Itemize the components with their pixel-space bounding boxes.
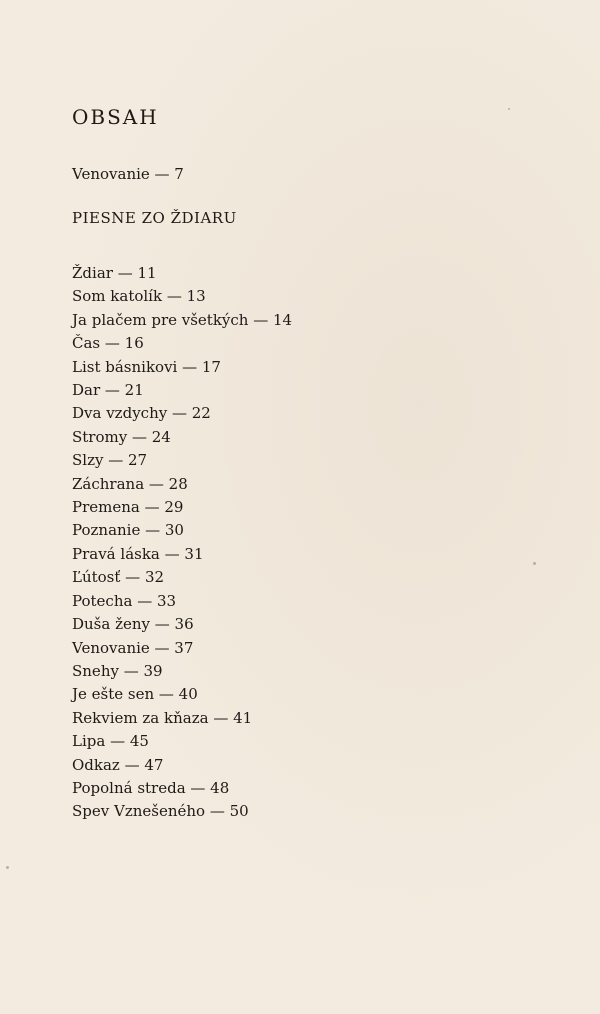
toc-entry: Premena — 29	[72, 498, 184, 517]
toc-entry: Ja plačem pre všetkých — 14	[72, 310, 293, 329]
toc-entry: Dva vzdychy — 22	[72, 404, 211, 423]
toc-entry: Venovanie — 37	[72, 638, 194, 657]
toc-entry: Snehy — 39	[72, 661, 163, 680]
paper-speck	[6, 866, 9, 869]
toc-entry: Čas — 16	[72, 334, 144, 353]
toc-entry: Popolná streda — 48	[72, 778, 230, 797]
toc-entry: Záchrana — 28	[72, 474, 188, 493]
paper-speck	[533, 562, 536, 565]
toc-entry: Stromy — 24	[72, 427, 171, 446]
table-of-contents	[72, 100, 552, 824]
toc-entry: Potecha — 33	[72, 591, 177, 610]
section-title: PIESNE ZO ŽDIARU	[72, 209, 237, 227]
paper-speck	[508, 108, 510, 110]
toc-entry: Slzy — 27	[72, 451, 148, 470]
toc-entry: Pravá láska — 31	[72, 544, 204, 563]
contents-title: OBSAH	[72, 105, 159, 129]
toc-entry: Spev Vznešeného — 50	[72, 802, 249, 821]
toc-entry: Ľútosť — 32	[72, 568, 165, 587]
entry-list	[72, 262, 552, 824]
toc-entry: Som katolík — 13	[72, 287, 206, 306]
toc-entry: Je ešte sen — 40	[72, 685, 198, 704]
toc-entry: Ždiar — 11	[72, 264, 157, 282]
toc-entry: Rekviem za kňaza — 41	[72, 708, 253, 727]
toc-entry: Duša ženy — 36	[72, 615, 194, 634]
intro-entry: Venovanie — 7	[72, 165, 184, 183]
toc-entry: Poznanie — 30	[72, 521, 184, 540]
toc-entry: List básnikovi — 17	[72, 357, 221, 376]
toc-entry: Odkaz — 47	[72, 755, 164, 774]
toc-entry: Lipa — 45	[72, 732, 149, 751]
toc-entry: Dar — 21	[72, 381, 144, 400]
